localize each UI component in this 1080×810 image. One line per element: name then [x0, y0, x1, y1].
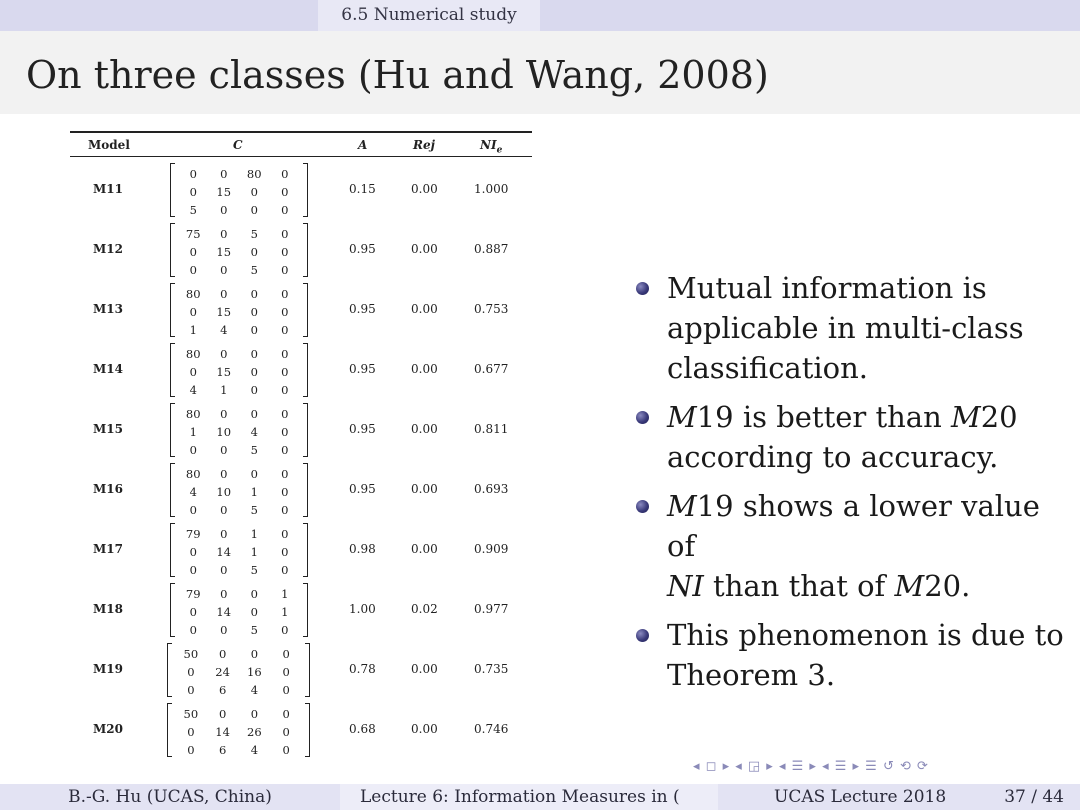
- matrix-cell: 0: [218, 647, 227, 661]
- matrix-left-bracket: [170, 163, 175, 217]
- matrix-cells: [178, 405, 300, 459]
- matrix-cell: 0: [250, 707, 259, 721]
- model-label: M17: [93, 542, 123, 556]
- matrix-cell: 0: [220, 227, 228, 241]
- bullet-3-text-2: than that of: [703, 569, 895, 603]
- confusion-matrix: [170, 223, 308, 277]
- matrix-cell: 0: [281, 305, 289, 319]
- matrix-cell: 0: [220, 443, 228, 457]
- col-header-ni-text: NI: [480, 138, 497, 152]
- matrix-cell: 10: [216, 485, 232, 499]
- matrix-cell: 0: [220, 503, 228, 517]
- matrix-cell: 5: [250, 227, 258, 241]
- matrix-cell: 0: [189, 443, 197, 457]
- matrix-cell: 50: [183, 707, 199, 721]
- rejection-value: 0.00: [411, 302, 438, 316]
- accuracy-value: 0.95: [349, 482, 376, 496]
- matrix-cell: 0: [250, 467, 258, 481]
- matrix-cell: 0: [189, 263, 197, 277]
- matrix-cell: 5: [250, 623, 258, 637]
- matrix-cell: 0: [281, 167, 289, 181]
- matrix-cell: 15: [216, 305, 232, 319]
- matrix-cells: [178, 585, 300, 639]
- bullet-dot-icon: [636, 282, 649, 295]
- table-row: [70, 341, 532, 399]
- matrix-cell: 1: [250, 485, 258, 499]
- matrix-cell: 0: [220, 527, 228, 541]
- matrix-cell: 0: [189, 245, 197, 259]
- model-label: M15: [93, 422, 123, 436]
- model-label: M12: [93, 242, 123, 256]
- bullet-4-line-2: Theorem 3.: [667, 658, 836, 692]
- matrix-cell: 10: [216, 425, 232, 439]
- table-row: [70, 161, 532, 219]
- matrix-cells: [178, 525, 300, 579]
- matrix-cell: 16: [247, 665, 262, 679]
- matrix-cell: 26: [247, 725, 262, 739]
- matrix-cell: 80: [185, 347, 201, 361]
- matrix-cell: 0: [281, 203, 289, 217]
- rejection-value: 0.00: [411, 722, 438, 736]
- matrix-cell: 80: [185, 287, 201, 301]
- matrix-cell: 0: [250, 365, 258, 379]
- matrix-cell: 0: [282, 707, 290, 721]
- bullet-1-line-3: classification.: [667, 351, 869, 385]
- table-top-rule: [70, 131, 532, 133]
- accuracy-value: 0.95: [349, 422, 376, 436]
- matrix-cell: 0: [250, 185, 258, 199]
- matrix-cell: 4: [250, 683, 259, 697]
- matrix-cell: 4: [220, 323, 228, 337]
- matrix-cell: 4: [189, 485, 197, 499]
- matrix-left-bracket: [170, 403, 175, 457]
- matrix-cell: 15: [216, 245, 232, 259]
- rejection-value: 0.00: [411, 482, 438, 496]
- matrix-cells: [178, 165, 300, 219]
- section-label[interactable]: 6.5 Numerical study: [318, 0, 540, 31]
- matrix-cell: 24: [215, 665, 230, 679]
- accuracy-value: 0.95: [349, 362, 376, 376]
- matrix-cell: 0: [281, 245, 289, 259]
- matrix-cell: 75: [185, 227, 201, 241]
- bullet-item-2: [636, 397, 1066, 477]
- header-bar: [0, 0, 1080, 31]
- ni-value: 1.000: [474, 182, 509, 196]
- matrix-cell: 0: [220, 407, 228, 421]
- matrix-cell: 0: [218, 707, 227, 721]
- slide-title: On three classes (Hu and Wang, 2008): [26, 53, 769, 97]
- matrix-cell: 0: [250, 647, 259, 661]
- matrix-cell: 1: [281, 605, 289, 619]
- confusion-matrix: [170, 463, 308, 517]
- matrix-left-bracket: [170, 283, 175, 337]
- matrix-cell: 5: [250, 263, 258, 277]
- matrix-right-bracket: [303, 163, 308, 217]
- footer-author: B.-G. Hu (UCAS, China): [0, 784, 340, 810]
- rejection-value: 0.00: [411, 362, 438, 376]
- matrix-cell: 0: [220, 167, 228, 181]
- matrix-cell: 0: [281, 425, 289, 439]
- model-m19-symbol: M: [667, 489, 697, 523]
- matrix-cell: 0: [187, 665, 195, 679]
- ni-value: 0.677: [474, 362, 509, 376]
- matrix-cell: 0: [250, 245, 258, 259]
- matrix-left-bracket: [167, 643, 172, 697]
- ni-value: 0.753: [474, 302, 509, 316]
- model-m19-symbol: M: [667, 400, 697, 434]
- matrix-cell: 79: [185, 527, 201, 541]
- rejection-value: 0.02: [411, 602, 438, 616]
- matrix-cell: 80: [246, 167, 262, 181]
- ni-value: 0.811: [474, 422, 509, 436]
- ni-value: 0.735: [474, 662, 509, 676]
- col-header-model: Model: [88, 138, 130, 152]
- matrix-cell: 0: [250, 587, 258, 601]
- matrix-cells: [178, 465, 300, 519]
- matrix-cell: 4: [250, 743, 259, 757]
- bullet-dot-icon: [636, 500, 649, 513]
- rejection-value: 0.00: [411, 242, 438, 256]
- model-m20-symbol: M: [951, 400, 981, 434]
- matrix-cell: 1: [220, 383, 228, 397]
- model-label: M19: [93, 662, 123, 676]
- matrix-right-bracket: [303, 403, 308, 457]
- matrix-cell: 5: [250, 443, 258, 457]
- matrix-cell: 0: [282, 683, 290, 697]
- matrix-right-bracket: [305, 643, 310, 697]
- matrix-cell: 80: [185, 467, 201, 481]
- bullet-1-line-1: Mutual information is: [667, 271, 987, 305]
- bullet-dot-icon: [636, 411, 649, 424]
- bullet-item-3: [636, 486, 1066, 606]
- matrix-right-bracket: [303, 463, 308, 517]
- footer-bar: [0, 784, 1080, 810]
- matrix-cell: 15: [216, 365, 232, 379]
- matrix-cell: 4: [250, 425, 258, 439]
- matrix-cell: 0: [281, 545, 289, 559]
- matrix-cell: 0: [220, 587, 228, 601]
- confusion-matrix: [170, 283, 308, 337]
- matrix-cell: 79: [185, 587, 201, 601]
- table-row: [70, 641, 532, 699]
- matrix-cell: 1: [250, 545, 258, 559]
- bullet-2-text: is better than: [733, 400, 951, 434]
- matrix-cell: 0: [189, 605, 197, 619]
- accuracy-value: 0.95: [349, 302, 376, 316]
- confusion-matrix: [170, 343, 308, 397]
- ni-value: 0.746: [474, 722, 509, 736]
- accuracy-value: 0.98: [349, 542, 376, 556]
- confusion-matrix: [170, 523, 308, 577]
- rejection-value: 0.00: [411, 662, 438, 676]
- model-m19-number: 19: [696, 400, 734, 434]
- matrix-cell: 0: [250, 323, 258, 337]
- bullet-3-text: shows a lower value of: [667, 489, 1040, 563]
- col-header-c: C: [233, 138, 243, 152]
- col-header-a: A: [358, 138, 368, 152]
- col-header-rej: Rej: [413, 138, 435, 152]
- model-m19-number: 19: [696, 489, 734, 523]
- matrix-cell: 0: [281, 347, 289, 361]
- accuracy-value: 1.00: [349, 602, 376, 616]
- matrix-cell: 0: [189, 305, 197, 319]
- bullet-list: [636, 268, 1066, 704]
- bullet-item-4: [636, 615, 1066, 695]
- col-header-ni: [480, 138, 502, 155]
- matrix-cells: [178, 285, 300, 339]
- matrix-cell: 0: [250, 287, 258, 301]
- matrix-cell: 0: [281, 287, 289, 301]
- table-row: [70, 461, 532, 519]
- confusion-matrix: [170, 583, 308, 637]
- matrix-cell: 4: [189, 383, 197, 397]
- matrix-cell: 0: [281, 467, 289, 481]
- matrix-cell: 0: [281, 503, 289, 517]
- matrix-cell: 0: [281, 365, 289, 379]
- model-label: M11: [93, 182, 123, 196]
- matrix-cell: 5: [250, 503, 258, 517]
- footer-event: UCAS Lecture 2018: [774, 787, 947, 807]
- footer-right: [718, 784, 1080, 810]
- rejection-value: 0.00: [411, 542, 438, 556]
- matrix-cell: 0: [250, 407, 258, 421]
- matrix-cell: 5: [250, 563, 258, 577]
- matrix-cell: 14: [216, 545, 232, 559]
- matrix-cell: 6: [218, 683, 227, 697]
- bullet-item-1: [636, 268, 1066, 388]
- matrix-cell: 0: [220, 347, 228, 361]
- matrix-cell: 0: [189, 167, 197, 181]
- matrix-cell: 0: [250, 383, 258, 397]
- matrix-cell: 0: [189, 563, 197, 577]
- ni-symbol: NI: [667, 569, 704, 603]
- ni-value: 0.909: [474, 542, 509, 556]
- matrix-cells: [178, 345, 300, 399]
- accuracy-value: 0.68: [349, 722, 376, 736]
- model-label: M16: [93, 482, 123, 496]
- matrix-left-bracket: [170, 343, 175, 397]
- matrix-cell: 0: [281, 623, 289, 637]
- confusion-matrix: [167, 703, 310, 757]
- matrix-left-bracket: [170, 523, 175, 577]
- matrix-cell: 0: [220, 563, 228, 577]
- matrix-cell: 0: [281, 407, 289, 421]
- page-number: 37 / 44: [1004, 787, 1064, 807]
- table-row: [70, 521, 532, 579]
- matrix-cell: 6: [218, 743, 227, 757]
- model-label: M18: [93, 602, 123, 616]
- rejection-value: 0.00: [411, 182, 438, 196]
- confusion-matrix: [170, 163, 308, 217]
- bullet-4-line-1: This phenomenon is due to: [667, 618, 1064, 652]
- matrix-right-bracket: [303, 583, 308, 637]
- matrix-cell: 0: [187, 743, 195, 757]
- matrix-left-bracket: [170, 583, 175, 637]
- bullet-1-line-2: applicable in multi-class: [667, 311, 1024, 345]
- table-row: [70, 401, 532, 459]
- matrix-cell: 5: [189, 203, 197, 217]
- matrix-right-bracket: [303, 223, 308, 277]
- model-label: M14: [93, 362, 123, 376]
- matrix-cell: 0: [250, 305, 258, 319]
- title-bar: [0, 31, 1080, 114]
- matrix-left-bracket: [167, 703, 172, 757]
- model-m20-number: 20.: [924, 569, 971, 603]
- matrix-cell: 0: [250, 605, 258, 619]
- confusion-matrix: [167, 643, 310, 697]
- matrix-cell: 0: [189, 503, 197, 517]
- matrix-cell: 0: [220, 623, 228, 637]
- table-header-rule: [70, 156, 532, 157]
- matrix-cell: 14: [216, 605, 232, 619]
- matrix-cell: 0: [189, 545, 197, 559]
- accuracy-value: 0.15: [349, 182, 376, 196]
- matrix-cell: 0: [189, 185, 197, 199]
- matrix-cell: 0: [220, 263, 228, 277]
- table-row: [70, 581, 532, 639]
- matrix-cell: 1: [189, 425, 197, 439]
- matrix-cell: 1: [250, 527, 258, 541]
- model-label: M13: [93, 302, 123, 316]
- matrix-cell: 0: [281, 563, 289, 577]
- beamer-navigation-icons[interactable]: ◂ ◻ ▸ ◂ ◲ ▸ ◂ ☰ ▸ ◂ ☰ ▸ ☰ ↺ ⟲ ⟳: [693, 759, 929, 774]
- rejection-value: 0.00: [411, 422, 438, 436]
- footer-lecture-title: Lecture 6: Information Measures in (: [340, 784, 718, 810]
- model-m20-symbol: M: [894, 569, 925, 603]
- accuracy-value: 0.78: [349, 662, 376, 676]
- matrix-cell: 0: [282, 725, 290, 739]
- matrix-cell: 0: [220, 287, 228, 301]
- matrix-cell: 0: [189, 365, 197, 379]
- bullet-dot-icon: [636, 629, 649, 642]
- matrix-cells: [178, 225, 300, 279]
- matrix-right-bracket: [305, 703, 310, 757]
- matrix-cell: 80: [185, 407, 201, 421]
- matrix-right-bracket: [303, 283, 308, 337]
- matrix-cell: 0: [282, 743, 290, 757]
- accuracy-value: 0.95: [349, 242, 376, 256]
- col-header-ni-sub: e: [496, 145, 503, 156]
- matrix-cell: 0: [281, 263, 289, 277]
- matrix-cell: 0: [281, 527, 289, 541]
- matrix-cell: 0: [282, 665, 290, 679]
- confusion-matrix: [170, 403, 308, 457]
- matrix-cell: 0: [281, 185, 289, 199]
- table-row: [70, 281, 532, 339]
- matrix-cell: 0: [250, 347, 258, 361]
- matrix-cell: 15: [216, 185, 232, 199]
- matrix-right-bracket: [303, 343, 308, 397]
- matrix-cell: 0: [187, 725, 195, 739]
- matrix-cell: 0: [220, 467, 228, 481]
- matrix-cell: 0: [282, 647, 290, 661]
- matrix-cell: 0: [220, 203, 228, 217]
- matrix-cell: 0: [187, 683, 195, 697]
- matrix-cells: [175, 705, 302, 759]
- ni-value: 0.977: [474, 602, 509, 616]
- matrix-cell: 1: [281, 587, 289, 601]
- matrix-cell: 0: [189, 623, 197, 637]
- matrix-left-bracket: [170, 223, 175, 277]
- model-m20-number: 20: [980, 400, 1018, 434]
- matrix-cell: 1: [189, 323, 197, 337]
- matrix-left-bracket: [170, 463, 175, 517]
- table-row: [70, 701, 532, 759]
- matrix-cell: 0: [281, 443, 289, 457]
- matrix-cell: 0: [281, 323, 289, 337]
- matrix-right-bracket: [303, 523, 308, 577]
- ni-value: 0.887: [474, 242, 509, 256]
- ni-value: 0.693: [474, 482, 509, 496]
- matrix-cell: 0: [281, 383, 289, 397]
- matrix-cell: 0: [281, 227, 289, 241]
- matrix-cell: 50: [183, 647, 199, 661]
- matrix-cell: 14: [215, 725, 230, 739]
- table-row: [70, 221, 532, 279]
- matrix-cell: 0: [250, 203, 258, 217]
- matrix-cells: [175, 645, 302, 699]
- matrix-cell: 0: [281, 485, 289, 499]
- model-label: M20: [93, 722, 123, 736]
- bullet-2-line-2: according to accuracy.: [667, 440, 999, 474]
